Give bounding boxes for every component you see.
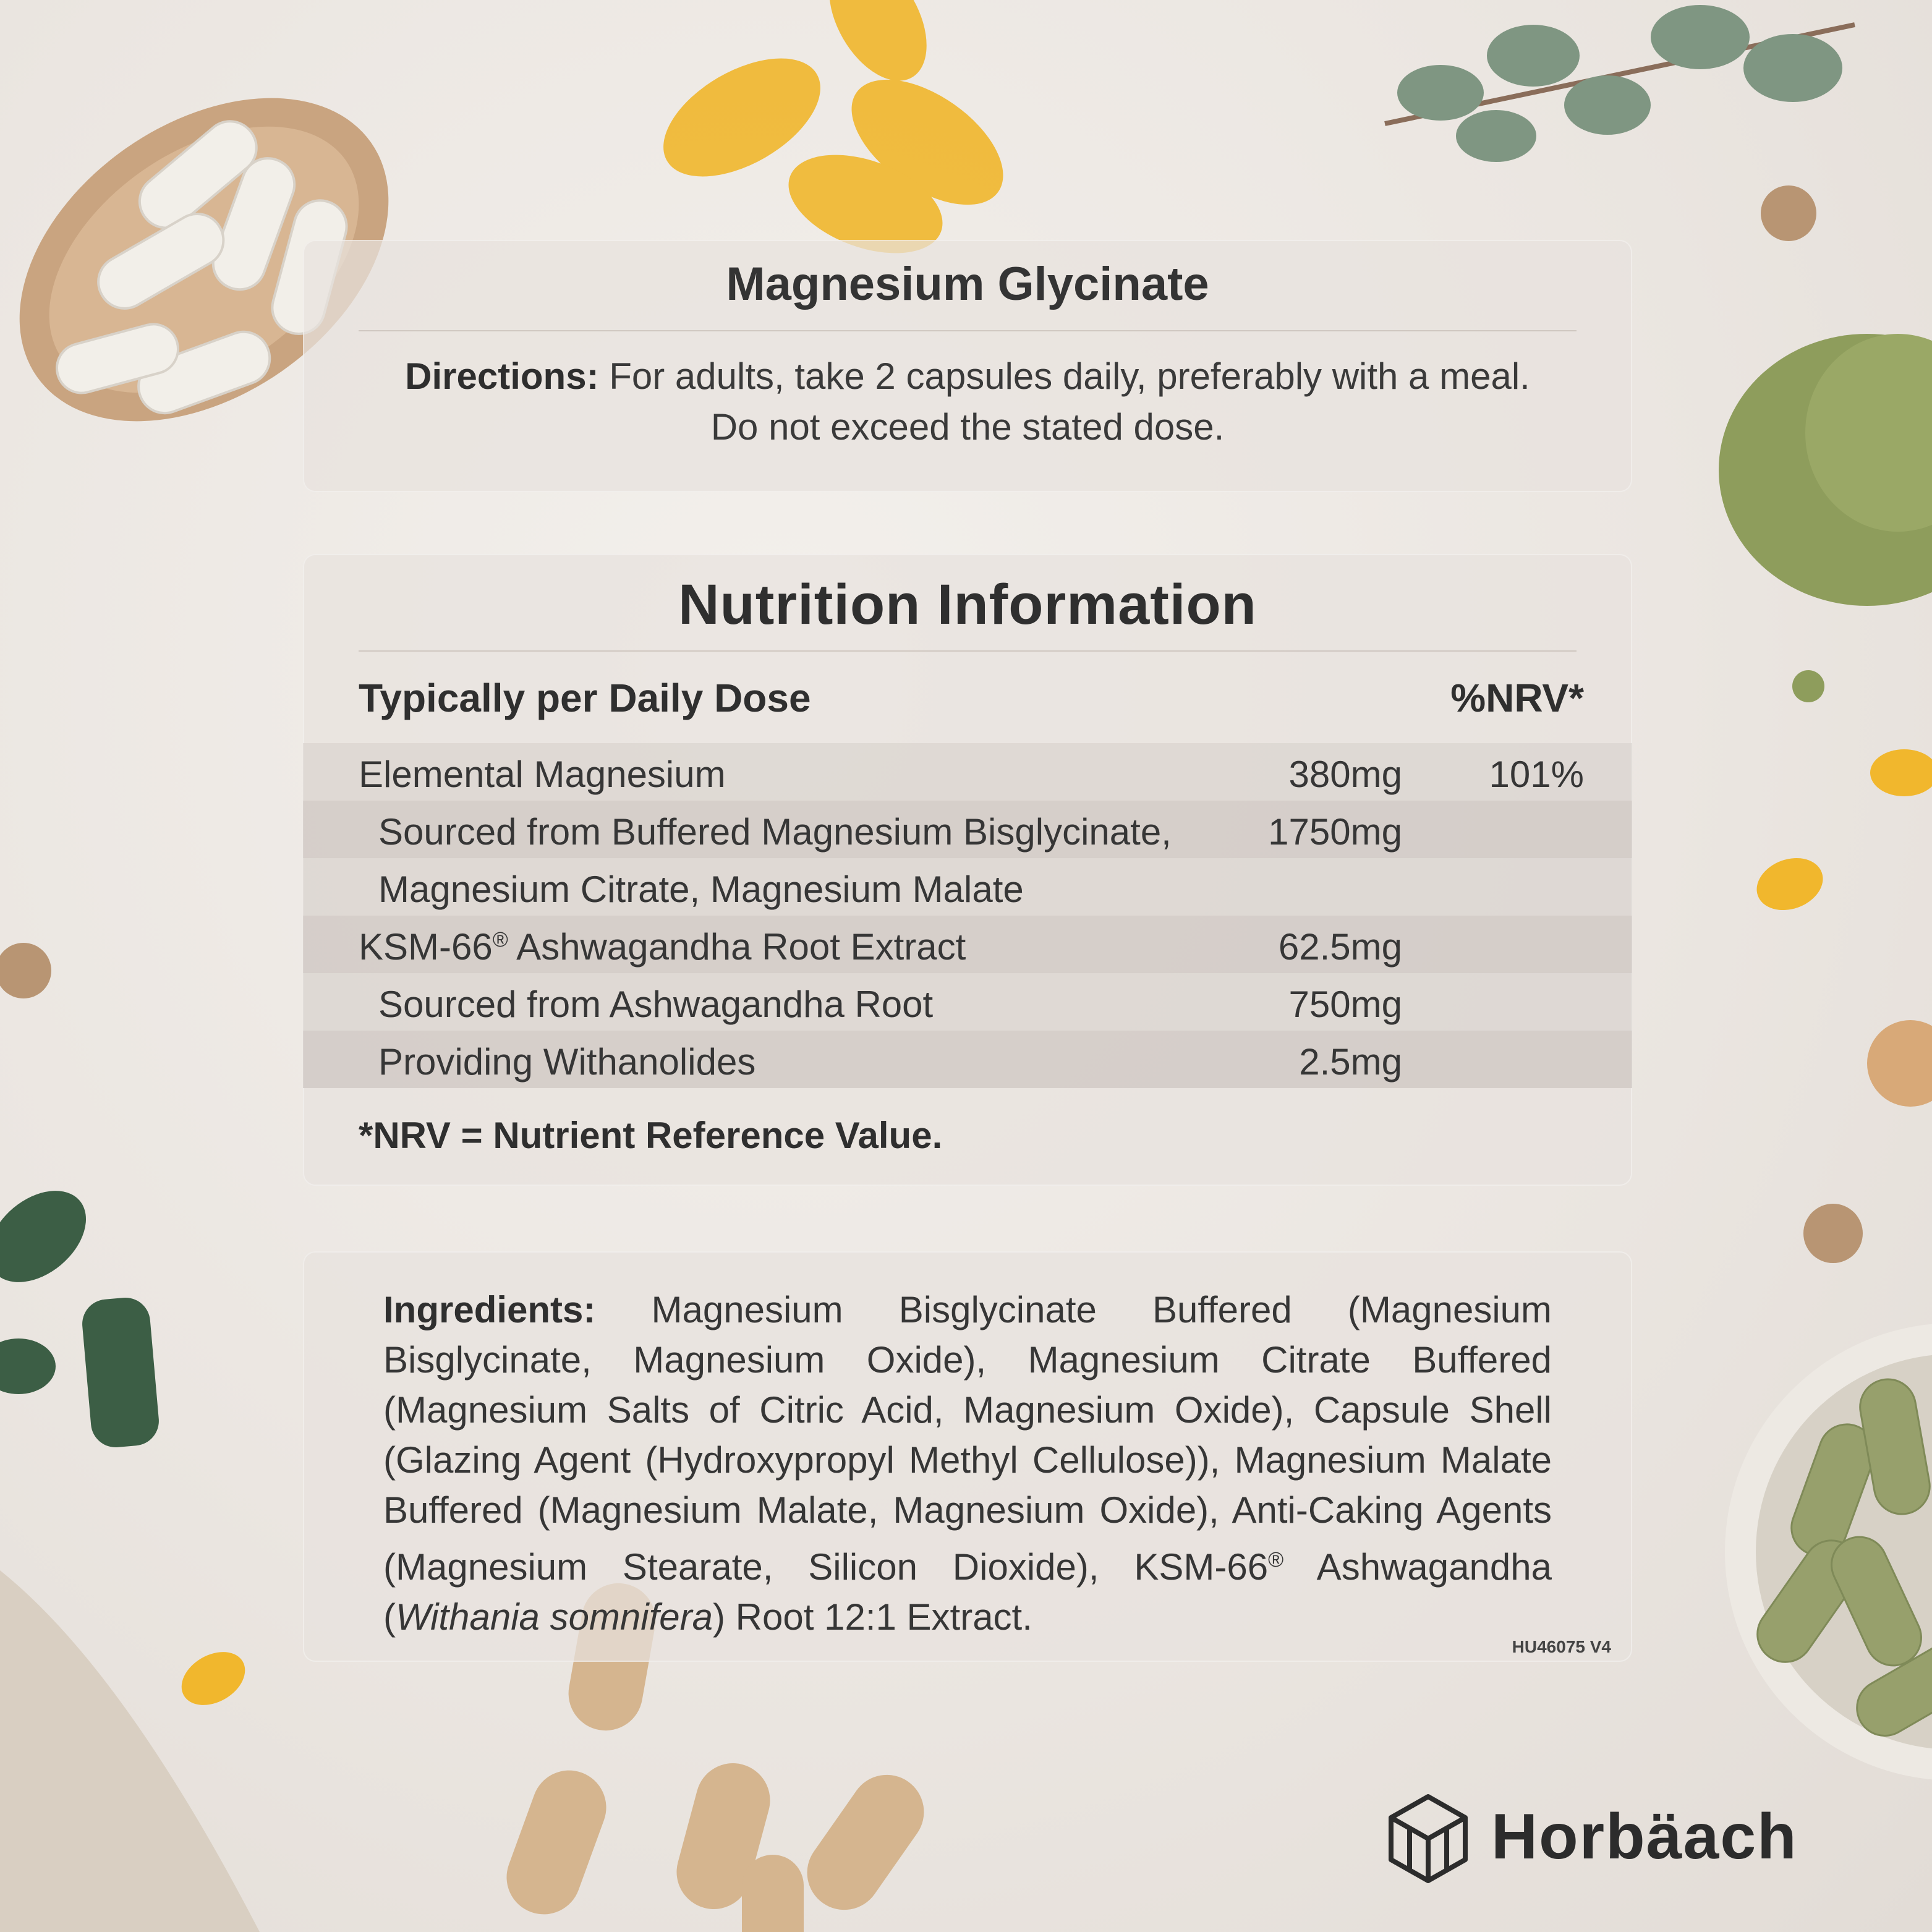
nutrition-title: Nutrition Information: [678, 573, 1257, 636]
table-row: [303, 1031, 1632, 1088]
row-name: Sourced from Buffered Magnesium Bisglycinate,: [378, 811, 1172, 853]
nutrition-panel: [303, 554, 1632, 1186]
brand-name: Horbäach: [1491, 1801, 1798, 1873]
latin-name: Withania somnifera: [395, 1596, 713, 1638]
cube-logo-icon: [1385, 1792, 1471, 1884]
directions-line-2: Do not exceed the stated dose.: [710, 406, 1225, 448]
row-name: Sourced from Ashwagandha Root: [378, 984, 934, 1025]
nutrition-table: [303, 743, 1632, 1088]
nrv-footnote: *NRV = Nutrient Reference Value.: [359, 1115, 943, 1156]
header-daily-dose: Typically per Daily Dose: [359, 676, 811, 720]
row-nrv: 101%: [1489, 754, 1584, 795]
table-row: [303, 973, 1632, 1031]
product-code: HU46075 V4: [1512, 1637, 1611, 1656]
directions-panel: [303, 240, 1632, 492]
ingredients-label: Ingredients:: [383, 1289, 596, 1330]
table-row: [303, 743, 1632, 801]
row-name: [359, 926, 966, 968]
header-nrv: %NRV*: [1450, 676, 1584, 720]
ingredients-part: Ashwagandha (: [383, 1546, 1552, 1638]
row-name-part: Ashwagandha Root Extract: [508, 926, 966, 968]
registered-mark: ®: [1268, 1548, 1284, 1572]
row-amount: 1750mg: [1268, 811, 1402, 853]
row-name: Providing Withanolides: [378, 1041, 756, 1083]
directions-text: [303, 351, 1632, 453]
divider: [359, 650, 1577, 652]
registered-mark: ®: [492, 928, 508, 951]
ingredients-text: [383, 1285, 1552, 1642]
divider: [359, 330, 1577, 331]
ingredients-part: Magnesium Bisglycinate Buffered (Magnesium Bisglycinate, Magnesium Oxide), Magnesium Citrate Buffered (Magnesium Salts of Citric Acid, Magnesium Oxide), Capsule Shell (Glazing Agent (Hydroxypropyl Methyl Cellulose)), Magnesium Malate Buffered (Magnesium Malate, Magnesium Oxide), Anti-Caking Agents (Magnesium Stearate, Silicon Dioxide), KSM-66: [383, 1289, 1552, 1588]
row-name-part: KSM-66: [359, 926, 493, 968]
row-amount: 750mg: [1288, 984, 1402, 1025]
table-row: [303, 801, 1632, 858]
row-amount: 2.5mg: [1299, 1041, 1402, 1083]
product-title: Magnesium Glycinate: [726, 258, 1209, 310]
row-amount: 380mg: [1288, 754, 1402, 795]
ingredients-panel: [303, 1251, 1632, 1662]
ingredients-part: ) Root 12:1 Extract.: [713, 1596, 1032, 1638]
row-name: Elemental Magnesium: [359, 754, 726, 795]
table-row: [303, 916, 1632, 973]
table-row: [303, 858, 1632, 916]
row-amount: 62.5mg: [1278, 926, 1402, 968]
row-name: Magnesium Citrate, Magnesium Malate: [378, 869, 1024, 910]
directions-label: Directions:: [405, 355, 599, 397]
directions-line-1: For adults, take 2 capsules daily, preferably with a meal.: [609, 355, 1530, 397]
